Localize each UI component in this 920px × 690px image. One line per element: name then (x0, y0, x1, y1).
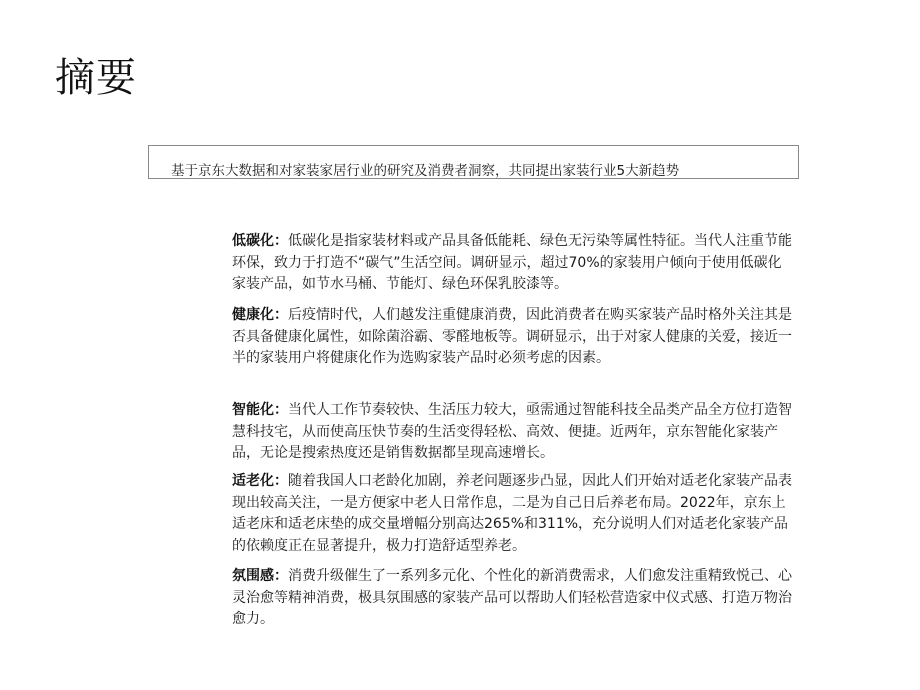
trend-term: 适老化： (232, 473, 288, 489)
trend-term: 氛围感： (232, 568, 288, 584)
trend-smart (232, 400, 792, 465)
trend-term: 低碳化： (232, 233, 288, 249)
page-title: 摘要 (55, 55, 137, 101)
trend-description: 随着我国人口老龄化加剧，养老问题逐步凸显，因此人们开始对适老化家装产品表现出较高关注，一是方便家中老人日常作息，二是为自己日后养老布局。2022年，京东上适老床和适老床垫的成交量增幅分别高达265%和311%，充分说明人们对适老化家装产品的依赖度正在显著提升，极力打造舒适型养老。 (232, 473, 792, 554)
trend-description: 当代人工作节奏较快、生活压力较大，亟需通过智能科技全品类产品全方位打造智慧科技宅，从而使高压快节奏的生活变得轻松、高效、便捷。近两年，京东智能化家装产品，无论是搜索热度还是销售数据都呈现高速增长。 (232, 402, 792, 461)
trend-low-carbon (232, 231, 792, 296)
trend-term: 健康化： (232, 307, 288, 323)
trend-description: 后疫情时代，人们越发注重健康消费，因此消费者在购买家装产品时格外关注其是否具备健康化属性，如除菌浴霸、零醛地板等。调研显示，出于对家人健康的关爱，接近一半的家装用户将健康化作为选购家装产品时必须考虑的因素。 (232, 307, 792, 366)
summary-box (148, 145, 799, 179)
trend-ambience (232, 566, 792, 631)
trend-elderly-friendly (232, 471, 792, 557)
trend-description: 低碳化是指家装材料或产品具备低能耗、绿色无污染等属性特征。当代人注重节能环保，致力于打造不“碳气”生活空间。调研显示，超过70%的家装用户倾向于使用低碳化家装产品，如节水马桶、节能灯、绿色环保乳胶漆等。 (232, 233, 792, 292)
trend-description: 消费升级催生了一系列多元化、个性化的新消费需求，人们愈发注重精致悦己、心灵治愈等精神消费，极具氛围感的家装产品可以帮助人们轻松营造家中仪式感、打造万物治愈力。 (232, 568, 792, 627)
trend-health (232, 305, 792, 370)
trend-term: 智能化： (232, 402, 288, 418)
summary-text: 基于京东大数据和对家装家居行业的研究及消费者洞察，共同提出家装行业5大新趋势 (171, 163, 680, 179)
